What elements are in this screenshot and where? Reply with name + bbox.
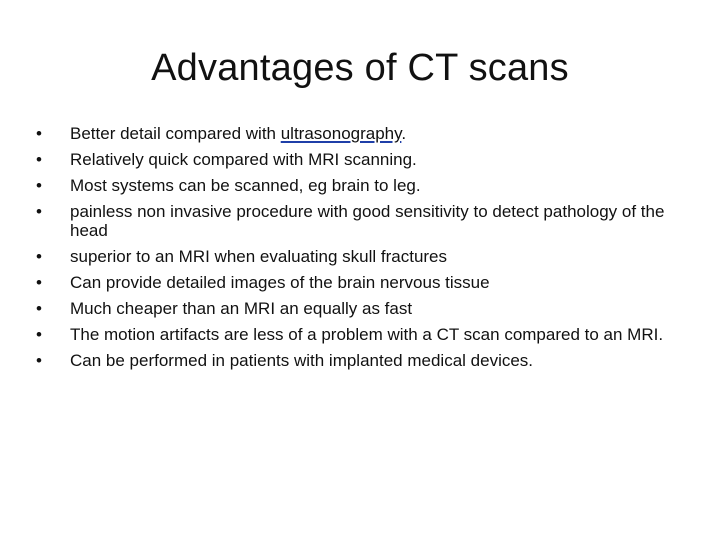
list-item-text: superior to an MRI when evaluating skull fractures — [70, 247, 448, 266]
list-item — [36, 124, 696, 143]
list-item-text: Relatively quick compared with MRI scanning. — [70, 150, 417, 169]
bullet-icon: • — [36, 150, 42, 169]
ultrasonography-link[interactable]: ultrasonography — [280, 124, 402, 143]
list-item — [36, 325, 696, 344]
list-item-text: Most systems can be scanned, eg brain to leg. — [70, 176, 421, 195]
list-item — [36, 351, 696, 370]
list-item — [36, 176, 696, 195]
list-item-text: Can be performed in patients with implanted medical devices. — [70, 351, 534, 370]
bullet-icon: • — [36, 124, 42, 143]
bullet-icon: • — [36, 299, 42, 318]
bullet-icon: • — [36, 325, 42, 344]
slide-title: Advantages of CT scans — [151, 47, 569, 89]
list-item — [36, 273, 696, 292]
bullet-icon: • — [36, 247, 42, 266]
list-item — [36, 299, 696, 318]
list-item-text: Much cheaper than an MRI an equally as fast — [70, 299, 413, 318]
bullet-icon: • — [36, 273, 42, 292]
list-item — [36, 150, 696, 169]
list-item — [36, 202, 696, 240]
bullet-icon: • — [36, 351, 42, 370]
list-item-text: . — [401, 124, 407, 143]
bullet-icon: • — [36, 202, 42, 221]
list-item — [36, 247, 696, 266]
list-item-text: Better detail compared with — [70, 124, 281, 143]
list-item-text: Can provide detailed images of the brain nervous tissue — [70, 273, 490, 292]
bullet-icon: • — [36, 176, 42, 195]
bullet-list — [36, 124, 696, 377]
list-item-text: painless non invasive procedure with good sensitivity to detect pathology of the head — [70, 202, 665, 240]
list-item-text: The motion artifacts are less of a problem with a CT scan compared to an MRI. — [70, 325, 664, 344]
